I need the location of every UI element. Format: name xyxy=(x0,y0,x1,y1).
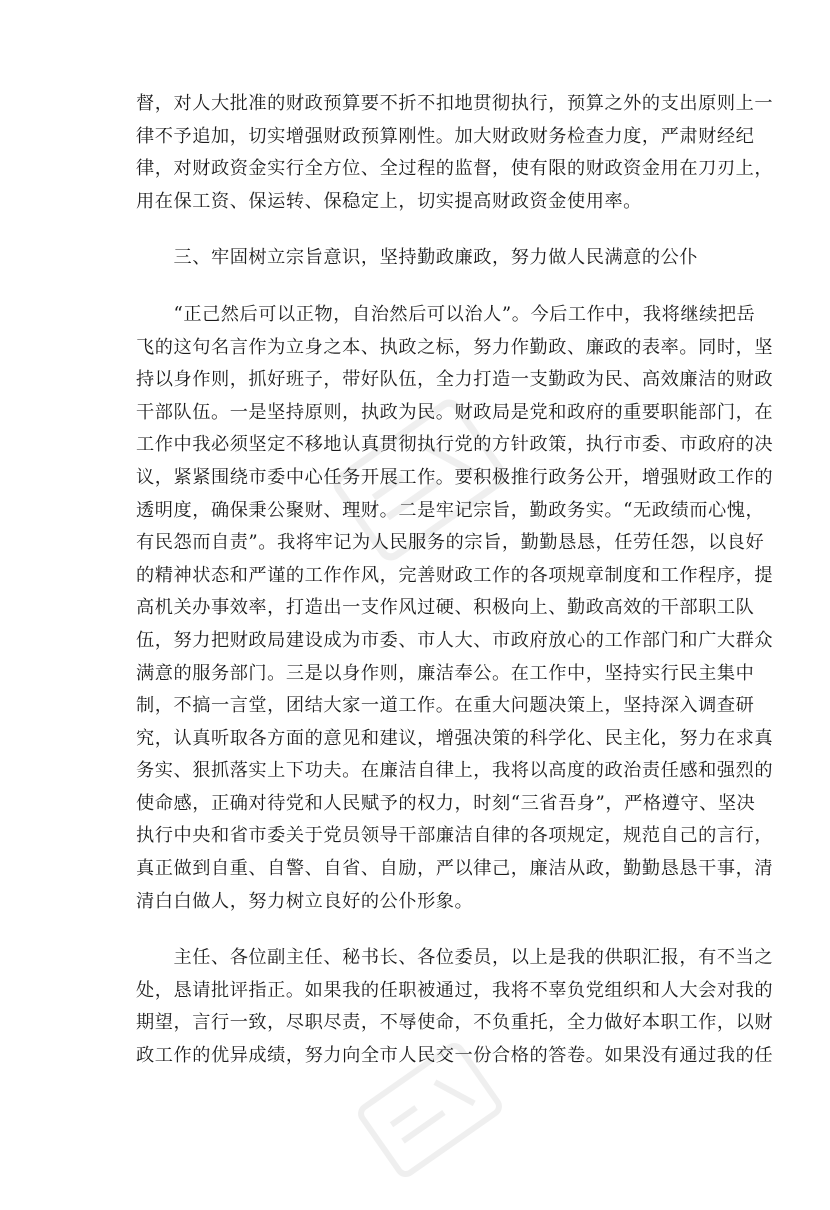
text-line: 透明度，确保秉公聚财、理财。二是牢记宗旨，勤政务实。“无政绩而心愧， xyxy=(136,499,765,521)
text-line: 执行中央和省市委关于党员领导干部廉洁自律的各项规定，规范自己的言行， xyxy=(136,825,774,847)
text-line: 伍，努力把财政局建设成为市委、市人大、市政府放心的工作部门和广大群众 xyxy=(136,629,774,651)
text-line: 清白白做人，努力树立良好的公仆形象。 xyxy=(136,890,474,912)
paragraph-spacer xyxy=(136,218,696,242)
paragraph-closing xyxy=(136,942,774,1072)
text-line: 持以身作则，抓好班子，带好队伍，全力打造一支勤政为民、高效廉洁的财政 xyxy=(136,369,774,391)
text-line: 制，不搞一言堂，团结大家一道工作。在重大问题决策上，坚持深入调查研 xyxy=(136,695,755,717)
section-heading xyxy=(136,242,699,275)
paragraph-spacer xyxy=(136,918,696,942)
text-line: 律不予追加，切实增强财政预算刚性。加大财政财务检查力度，严肃财经纪 xyxy=(136,125,755,147)
text-line: 的精神状态和严谨的工作作风，完善财政工作的各项规章制度和工作程序，提 xyxy=(136,564,774,586)
text-line: 高机关办事效率，打造出一支作风过硬、积极向上、勤政高效的干部职工队 xyxy=(136,597,755,619)
text-line: 真正做到自重、自警、自省、自励，严以律己，廉洁从政，勤勤恳恳干事，清 xyxy=(136,858,774,880)
text-line: 有民怨而自责”。我将牢记为人民服务的宗旨，勤勤恳恳，任劳任怨，以良好 xyxy=(136,532,765,554)
text-line: 用在保工资、保运转、保稳定上，切实提高财政资金使用率。 xyxy=(136,190,642,212)
text-line: 处，恳请批评指正。如果我的任职被通过，我将不辜负党组织和人大会对我的 xyxy=(136,979,774,1001)
text-line: 期望，言行一致，尽职尽责，不辱使命，不负重托，全力做好本职工作，以财 xyxy=(136,1012,774,1034)
heading-text: 三、牢固树立宗旨意识，坚持勤政廉政，努力做人民满意的公仆 xyxy=(136,247,699,269)
text-line: 满意的服务部门。三是以身作则，廉洁奉公。在工作中，坚持实行民主集中 xyxy=(136,662,755,684)
text-line: 工作中我必须坚定不移地认真贯彻执行党的方针政策，执行市委、市政府的决 xyxy=(136,434,774,456)
text-line: 飞的这句名言作为立身之本、执政之标，努力作勤政、廉政的表率。同时，坚 xyxy=(136,336,774,358)
paragraph-budget xyxy=(136,88,774,218)
text-line: 律，对财政资金实行全方位、全过程的监督，使有限的财政资金用在刀刃上， xyxy=(136,158,774,180)
paragraph-integrity xyxy=(136,299,774,918)
document-body xyxy=(136,88,774,1073)
text-line: 政工作的优异成绩，努力向全市人民交一份合格的答卷。如果没有通过我的任 xyxy=(136,1045,774,1067)
text-line: 务实、狠抓落实上下功夫。在廉洁自律上，我将以高度的政治责任感和强烈的 xyxy=(136,760,774,782)
paragraph-spacer xyxy=(136,275,696,299)
text-line: 干部队伍。一是坚持原则，执政为民。财政局是党和政府的重要职能部门，在 xyxy=(136,401,774,423)
text-line: 议，紧紧围绕市委中心任务开展工作。要积极推行政务公开，增强财政工作的 xyxy=(136,466,774,488)
text-line: “正己然后可以正物，自治然后可以治人”。今后工作中，我将继续把岳 xyxy=(136,303,756,325)
text-line: 督，对人大批准的财政预算要不折不扣地贯彻执行，预算之外的支出原则上一 xyxy=(136,93,774,114)
text-line: 主任、各位副主任、秘书长、各位委员，以上是我的供职汇报，有不当之 xyxy=(136,947,774,969)
text-line: 使命感，正确对待党和人民赋予的权力，时刻“三省吾身”，严格遵守、坚决 xyxy=(136,792,756,814)
text-line: 究，认真听取各方面的意见和建议，增强决策的科学化、民主化，努力在求真 xyxy=(136,727,774,749)
